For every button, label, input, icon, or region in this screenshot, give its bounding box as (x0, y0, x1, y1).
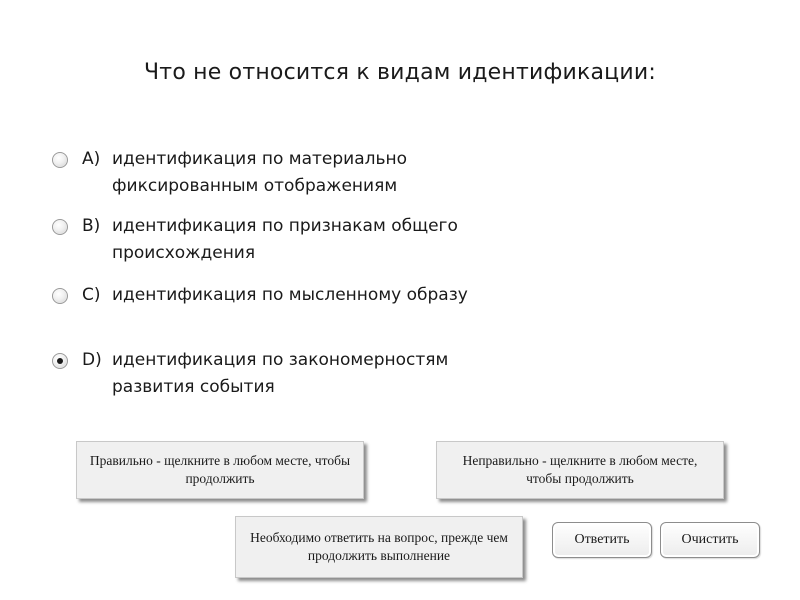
option-c[interactable] (52, 282, 468, 309)
option-letter: B) (82, 216, 101, 236)
radio-button-icon[interactable] (52, 288, 68, 304)
clear-button[interactable]: Очистить (660, 522, 760, 558)
answer-required-box[interactable] (235, 516, 523, 578)
radio-button-icon[interactable] (52, 219, 68, 235)
correct-feedback-text: Правильно - щелкните в любом месте, чтобы продолжить (89, 453, 351, 486)
option-a[interactable] (52, 146, 407, 200)
option-letter: D) (82, 350, 102, 370)
question-title: Что не относится к видам идентификации: (144, 60, 656, 85)
radio-button-selected-icon[interactable] (52, 353, 68, 369)
radio-button-icon[interactable] (52, 152, 68, 168)
option-text: идентификация по признакам общего происхождения (112, 216, 458, 263)
option-text: идентификация по материально фиксированным отображениям (112, 149, 408, 196)
option-b[interactable] (52, 213, 458, 267)
answer-required-text: Необходимо ответить на вопрос, прежде чем продолжить выполнение (250, 530, 508, 563)
option-d[interactable] (52, 347, 448, 401)
correct-feedback-box[interactable] (76, 441, 364, 499)
option-text: идентификация по закономерностям развития события (112, 350, 449, 397)
option-letter: A) (82, 149, 101, 169)
incorrect-feedback-box[interactable] (436, 441, 724, 499)
incorrect-feedback-text: Неправильно - щелкните в любом месте, чтобы продолжить (462, 453, 698, 486)
option-text: идентификация по мысленному образу (112, 285, 468, 305)
option-letter: C) (82, 285, 101, 305)
submit-button[interactable]: Ответить (552, 522, 652, 558)
